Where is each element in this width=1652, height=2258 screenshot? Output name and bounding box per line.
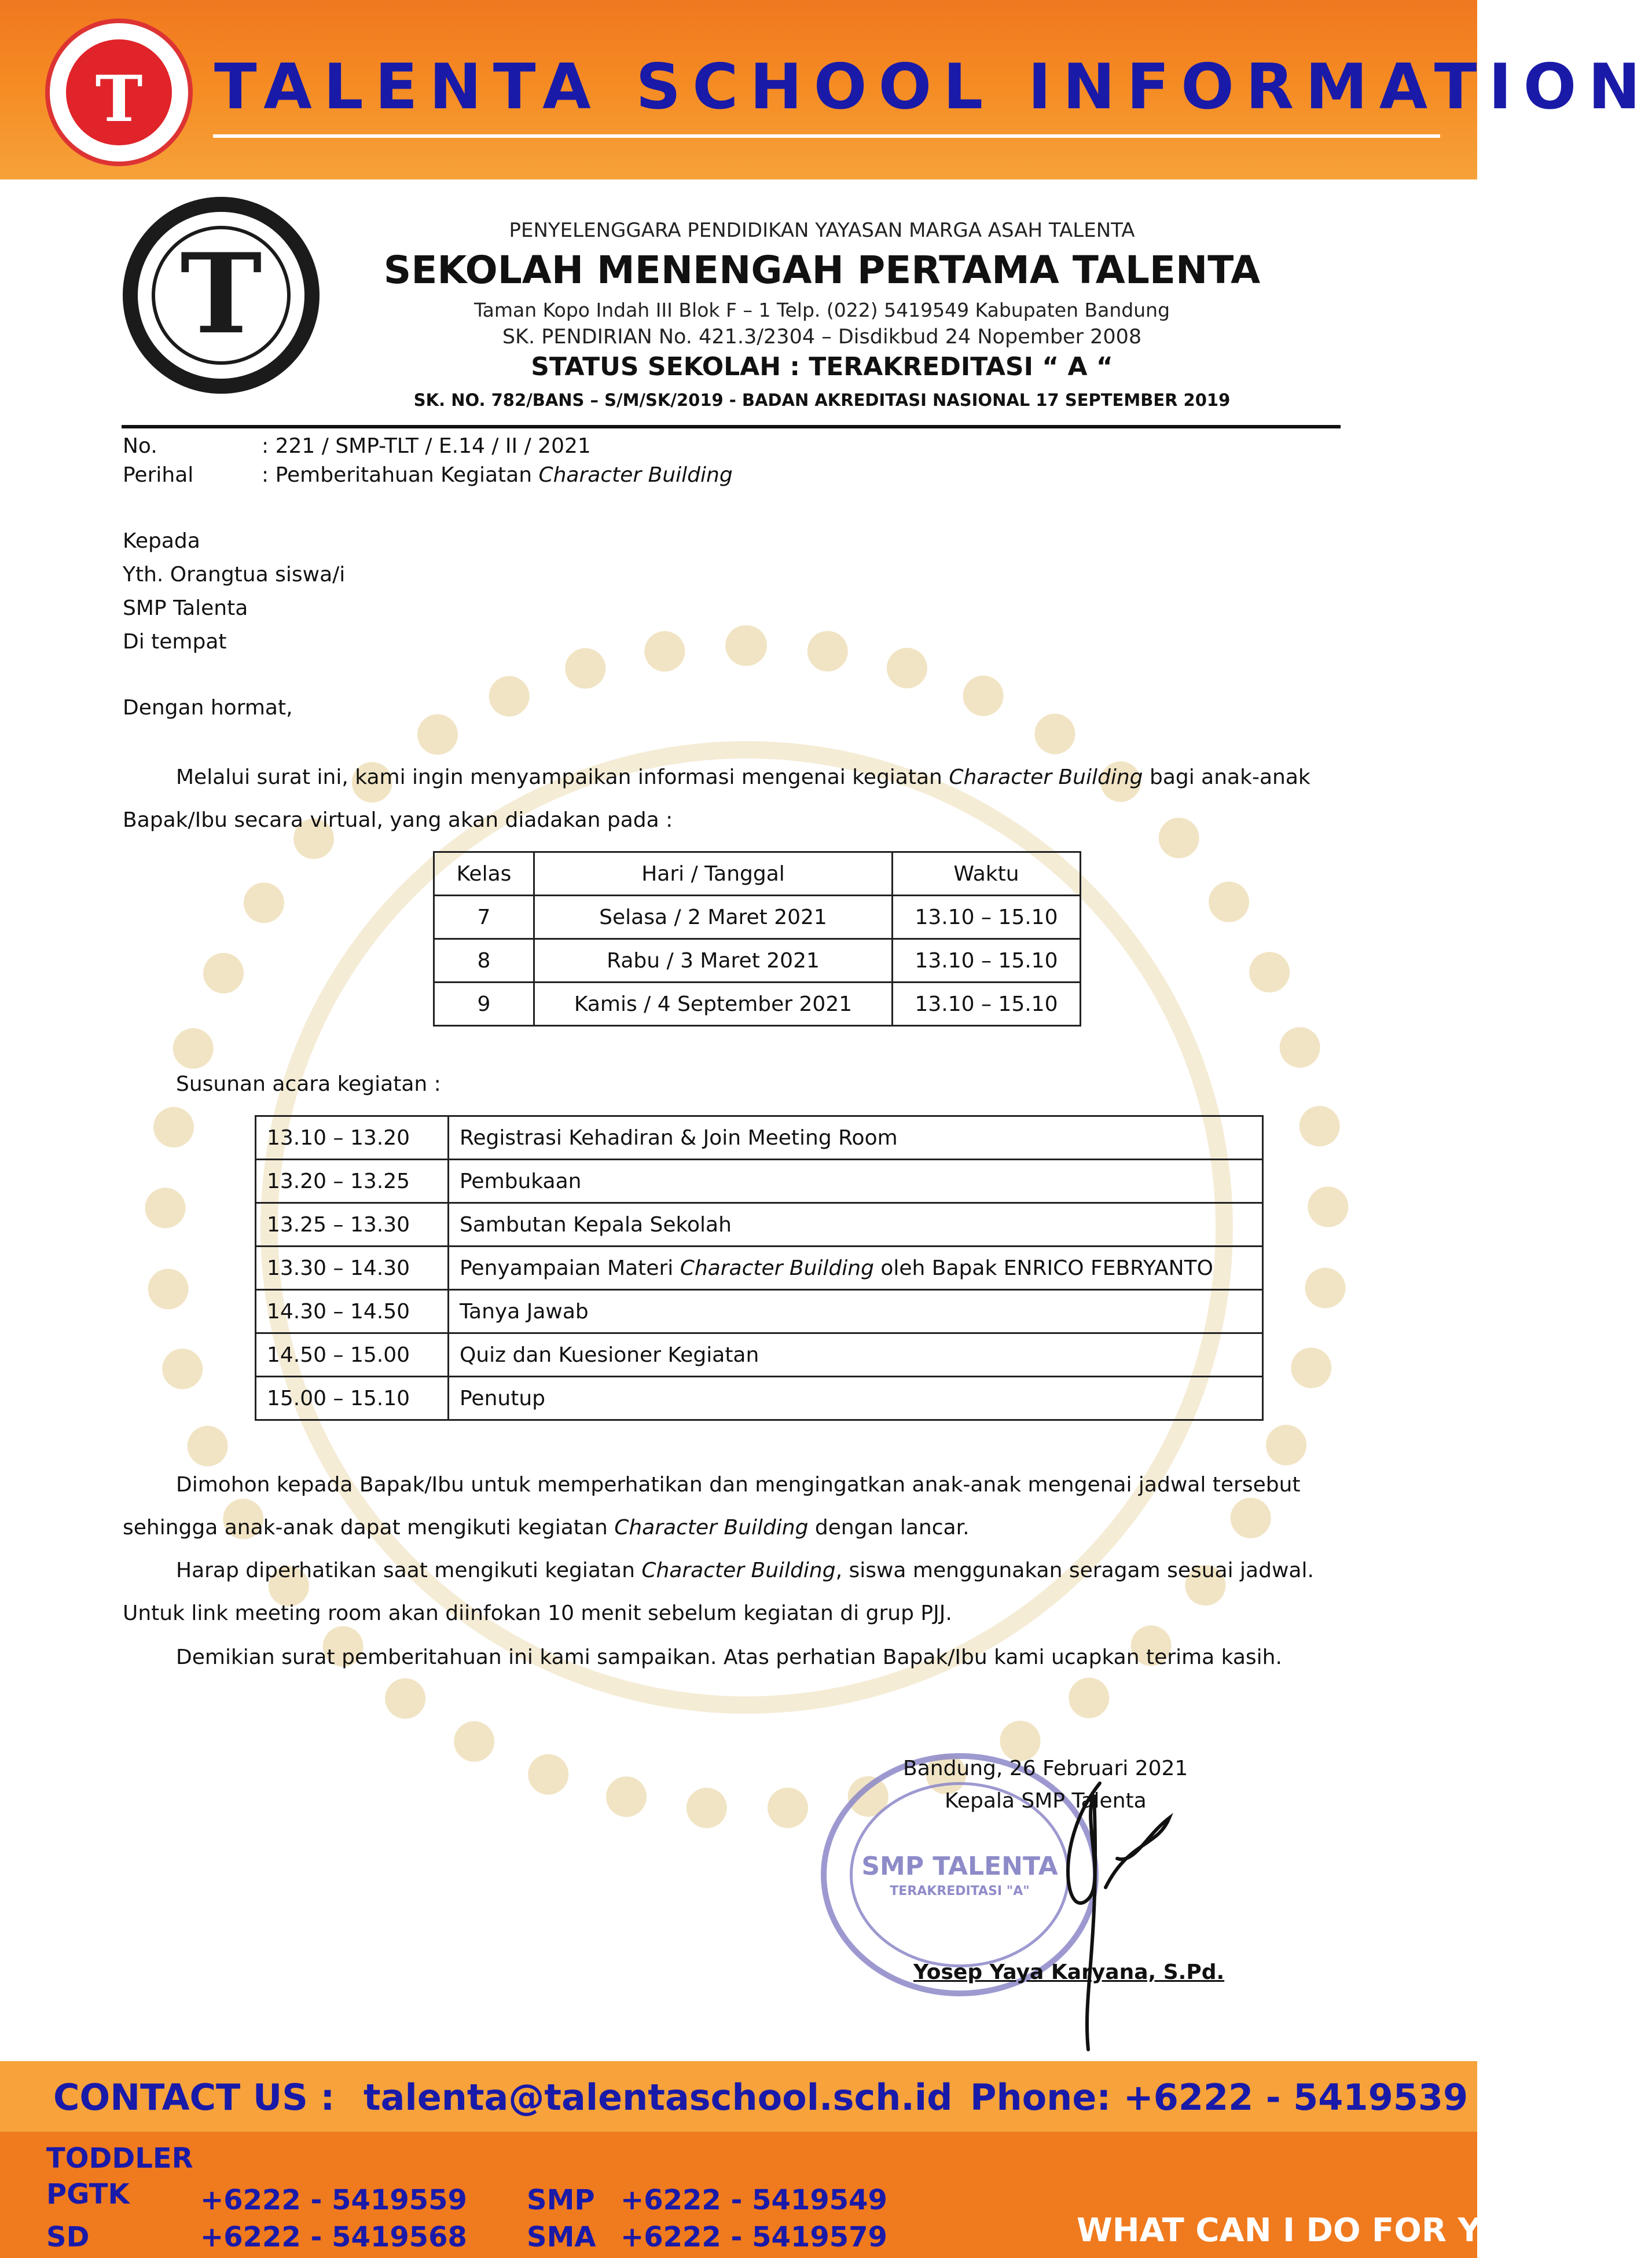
footer-phone-sd: +6222 - 5419568 <box>200 2221 467 2253</box>
closing-p1-line2 <box>123 1516 970 1539</box>
agenda-activity: Pembukaan <box>449 1160 1263 1203</box>
intro-line-1 <box>176 765 1310 789</box>
table-row <box>256 1333 1263 1377</box>
school-logo <box>45 19 193 166</box>
footer-label-pgtk: PGTK <box>46 2178 130 2211</box>
recipient-line-1: Kepada <box>123 529 200 553</box>
foundation-seal <box>123 197 320 394</box>
table-row <box>256 1116 1263 1160</box>
class-cell: 8 <box>434 939 534 983</box>
agenda-time: 14.30 – 14.50 <box>256 1290 449 1333</box>
closing-text-end: , siswa menggunakan seragam sesuai jadwal. <box>835 1559 1314 1582</box>
date-cell: Selasa / 2 Maret 2021 <box>534 896 893 939</box>
class-cell: 7 <box>434 896 534 939</box>
agenda-activity: Quiz dan Kuesioner Kegiatan <box>449 1333 1263 1377</box>
organizer-line: PENYELENGGARA PENDIDIKAN YAYASAN MARGA ASAH TALENTA <box>509 219 1135 242</box>
agenda-activity: Sambutan Kepala Sekolah <box>449 1203 1263 1247</box>
agenda-time: 13.30 – 14.30 <box>256 1247 449 1290</box>
stamp-name: SMP TALENTA <box>861 1852 1058 1881</box>
contact-phone: Phone: +6222 - 5419539 <box>970 2076 1469 2118</box>
table-row <box>434 939 1081 983</box>
footer-slogan: WHAT CAN I DO FOR YOU ? <box>1077 2212 1565 2249</box>
footer-phone-smp: +6222 - 5419549 <box>621 2184 887 2216</box>
closing-text: sehingga anak-anak dapat mengikuti kegiatan <box>123 1516 615 1539</box>
banner-title: TALENTA SCHOOL INFORMATION <box>214 51 1652 123</box>
place-date: Bandung, 26 Februari 2021 <box>903 1757 1188 1780</box>
table-row <box>256 1160 1263 1203</box>
seal-letter: T <box>180 229 262 358</box>
agenda-time: 15.00 – 15.10 <box>256 1377 449 1420</box>
footer-label-sd: SD <box>46 2221 90 2253</box>
activity-italic: Character Building <box>680 1256 874 1280</box>
header-banner <box>0 0 1652 179</box>
stamp-subtitle: TERAKREDITASI "A" <box>890 1884 1030 1898</box>
table-row <box>256 1290 1263 1333</box>
date-cell: Rabu / 3 Maret 2021 <box>534 939 893 983</box>
intro-text: Melalui surat ini, kami ingin menyampaikan informasi mengenai kegiatan <box>176 765 949 789</box>
closing-text-end: dengan lancar. <box>808 1516 970 1539</box>
agenda-title: Susunan acara kegiatan : <box>176 1072 441 1096</box>
table-row <box>434 896 1081 939</box>
closing-p3: Demikian surat pemberitahuan ini kami sampaikan. Atas perhatian Bapak/Ibu kami ucapkan terima kasih. <box>176 1645 1282 1669</box>
greeting: Dengan hormat, <box>123 696 293 720</box>
time-cell: 13.10 – 15.10 <box>893 939 1081 983</box>
closing-italic: Character Building <box>614 1516 809 1539</box>
banner-divider <box>213 134 1440 138</box>
schedule-header-row <box>434 852 1081 896</box>
activity-text-end: oleh Bapak ENRICO FEBRYANTO <box>873 1256 1213 1280</box>
agenda-table <box>255 1115 1264 1421</box>
establishment-decree: SK. PENDIRIAN No. 421.3/2304 – Disdikbud 24 Nopember 2008 <box>502 325 1142 349</box>
header-waktu: Waktu <box>893 852 1081 896</box>
agenda-activity: Tanya Jawab <box>449 1290 1263 1333</box>
agenda-time: 13.20 – 13.25 <box>256 1160 449 1203</box>
intro-text-end: bagi anak-anak <box>1143 765 1310 789</box>
school-status: STATUS SEKOLAH : TERAKREDITASI “ A “ <box>531 352 1113 382</box>
time-cell: 13.10 – 15.10 <box>893 896 1081 939</box>
subject-value <box>262 463 733 487</box>
date-cell: Kamis / 4 September 2021 <box>534 983 893 1026</box>
school-address: Taman Kopo Indah III Blok F – 1 Telp. (022) 5419549 Kabupaten Bandung <box>473 299 1170 321</box>
agenda-time: 13.10 – 13.20 <box>256 1116 449 1160</box>
schedule-table <box>433 851 1081 1027</box>
table-row <box>256 1247 1263 1290</box>
agenda-activity: Penutup <box>449 1377 1263 1420</box>
closing-italic: Character Building <box>641 1559 836 1582</box>
accreditation-line: SK. NO. 782/BANS – S/M/SK/2019 - BADAN AKREDITASI NASIONAL 17 SEPTEMBER 2019 <box>413 390 1231 410</box>
agenda-time: 13.25 – 13.30 <box>256 1203 449 1247</box>
header-hari-tanggal: Hari / Tanggal <box>534 852 893 896</box>
subject-text: : Pemberitahuan Kegiatan <box>262 463 539 487</box>
letter-number-value: : 221 / SMP-TLT / E.14 / II / 2021 <box>262 434 591 458</box>
header-kelas: Kelas <box>434 852 534 896</box>
contact-label: CONTACT US : <box>53 2076 335 2118</box>
table-row <box>256 1377 1263 1420</box>
time-cell: 13.10 – 15.10 <box>893 983 1081 1026</box>
class-cell: 9 <box>434 983 534 1026</box>
subject-label: Perihal <box>123 463 194 487</box>
agenda-time: 14.50 – 15.00 <box>256 1333 449 1377</box>
agenda-activity: Registrasi Kehadiran & Join Meeting Room <box>449 1116 1263 1160</box>
agenda-activity <box>449 1247 1263 1290</box>
closing-p2-line1 <box>176 1559 1314 1582</box>
recipient-line-2: Yth. Orangtua siswa/i <box>123 563 346 587</box>
intro-italic: Character Building <box>949 765 1143 789</box>
intro-line-2: Bapak/Ibu secara virtual, yang akan diadakan pada : <box>123 808 673 832</box>
recipient-line-3: SMP Talenta <box>123 596 248 620</box>
signer-name: Yosep Yaya Karyana, S.Pd. <box>913 1960 1225 1984</box>
footer-phone-sma: +6222 - 5419579 <box>621 2221 887 2253</box>
contact-email-link[interactable]: talenta@talentaschool.sch.id <box>364 2076 953 2118</box>
letterhead-divider <box>122 425 1341 428</box>
recipient-line-4: Di tempat <box>123 630 227 654</box>
activity-text: Penyampaian Materi <box>460 1256 680 1280</box>
footer-label-sma: SMA <box>527 2221 596 2253</box>
closing-p2-line2: Untuk link meeting room akan diinfokan 10 menit sebelum kegiatan di grup PJJ. <box>123 1601 952 1625</box>
closing-text: Harap diperhatikan saat mengikuti kegiatan <box>176 1559 642 1582</box>
footer-label-smp: SMP <box>527 2184 595 2216</box>
footer-label-toddler: TODDLER <box>46 2142 193 2175</box>
signer-position: Kepala SMP Talenta <box>945 1789 1147 1813</box>
school-name: SEKOLAH MENENGAH PERTAMA TALENTA <box>383 248 1261 292</box>
handwritten-signature <box>1030 1772 1204 2061</box>
table-row <box>434 983 1081 1026</box>
footer-phone-pgtk: +6222 - 5419559 <box>200 2184 467 2216</box>
letter-number-label: No. <box>123 434 157 458</box>
closing-p1-line1: Dimohon kepada Bapak/Ibu untuk memperhatikan dan mengingatkan anak-anak mengenai jadwal tersebut <box>176 1473 1301 1497</box>
logo-letter: T <box>95 61 143 136</box>
table-row <box>256 1203 1263 1247</box>
subject-italic: Character Building <box>538 463 733 487</box>
